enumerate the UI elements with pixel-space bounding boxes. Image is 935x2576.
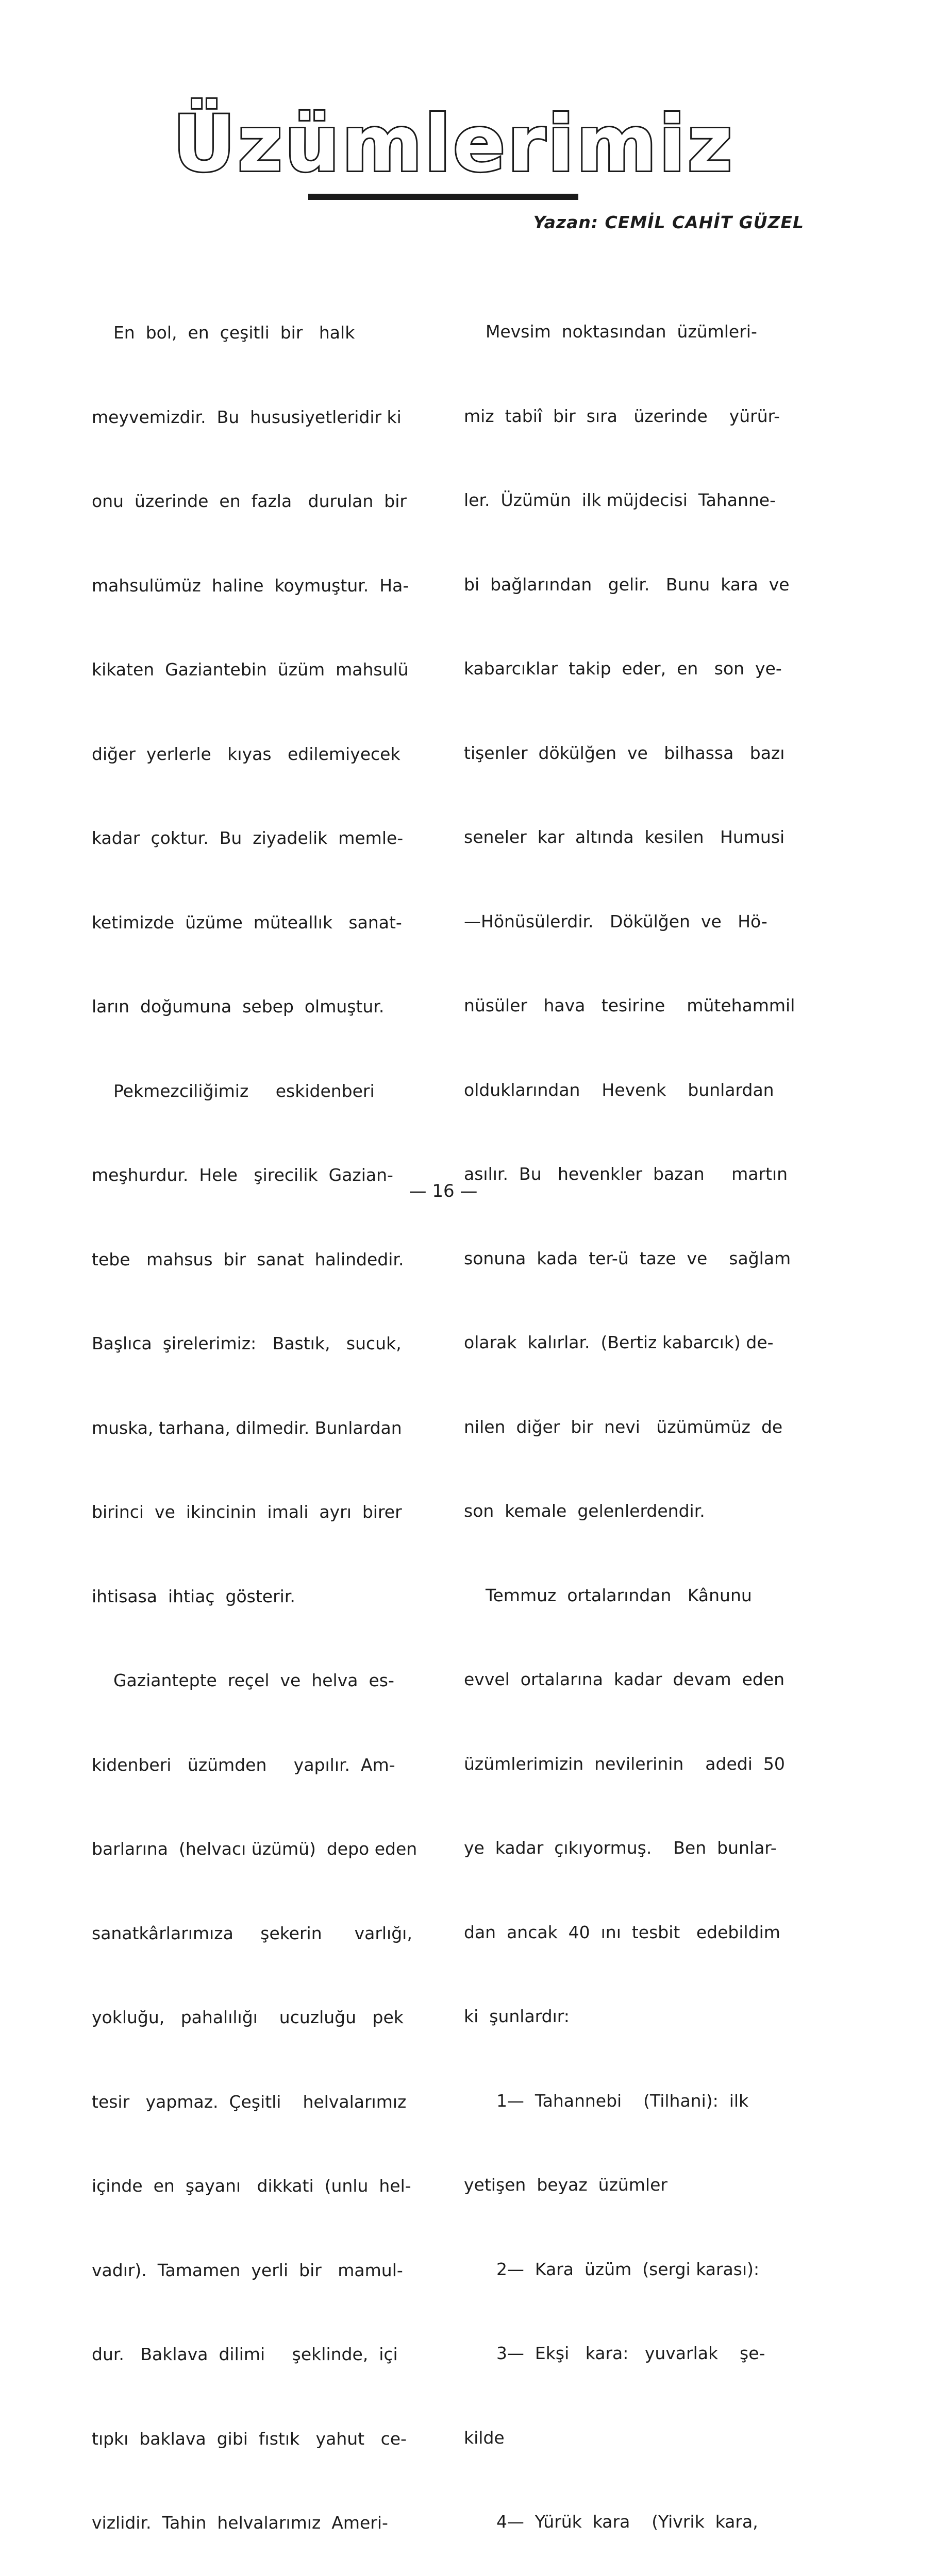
text-line: tebe mahsus bir sanat halindedir. — [92, 1249, 404, 1269]
text-line: meyvemizdir. Bu hususiyetleridir ki — [92, 406, 402, 427]
list-item: 3— Ekşi kara: yuvarlak şe- — [464, 2343, 765, 2363]
text-line: tesir yapmaz. Çeşitli helvalarımız — [92, 2091, 407, 2112]
text-line: Mevsim noktasından üzümleri- — [464, 321, 757, 342]
text-line: muska, tarhana, dilmedir. Bunlardan — [92, 1417, 402, 1438]
list-item: 2— Kara üzüm (sergi karası): — [464, 2259, 760, 2279]
text-line: üzümlerimizin nevilerinin adedi 50 — [464, 1753, 785, 1774]
text-line: ler. Üzümün ilk müjdecisi Tahanne- — [464, 490, 776, 510]
text-line: nüsüler hava tesirine mütehammil — [464, 995, 795, 1015]
text-line: meşhurdur. Hele şirecilik Gazian- — [92, 1165, 393, 1185]
text-line: vizlidir. Tahin helvalarımız Ameri- — [92, 2513, 388, 2533]
text-line: ye kadar çıkıyormuş. Ben bunlar- — [464, 1838, 777, 1858]
text-line: En bol, en çeşitli bir halk — [92, 323, 355, 343]
text-line: mahsulümüz haline koymuştur. Ha- — [92, 575, 409, 596]
text-line: Pekmezciliğimiz eskidenberi — [92, 1080, 375, 1101]
text-line: kidenberi üzümden yapılır. Am- — [92, 1754, 395, 1775]
text-line: Başlıca şirelerimiz: Bastık, sucuk, — [92, 1333, 402, 1353]
text-line: sanatkârlarımıza şekerin varlığı, — [92, 1923, 412, 1943]
text-line: kabarcıklar takip eder, en son ye- — [464, 658, 782, 679]
text-line: kikaten Gaziantebin üzüm mahsulü — [92, 659, 409, 680]
text-line: onu üzerinde en fazla durulan bir — [92, 491, 407, 511]
text-line: —Hönüsülerdir. Dökülğen ve Hö- — [464, 911, 767, 931]
text-line: dan ancak 40 ını tesbit edebildim — [464, 1922, 780, 1942]
list-item: 4— Yürük kara (Yivrik kara, — [464, 2512, 758, 2532]
text-line: barlarına (helvacı üzümü) depo eden — [92, 1839, 418, 1859]
text-line: ların doğumuna sebep olmuştur. — [92, 996, 385, 1016]
author-byline: Yazan: CEMİL CAHİT GÜZEL — [533, 212, 804, 232]
text-line: sonuna kada ter-ü taze ve sağlam — [464, 1248, 791, 1268]
text-line: birinci ve ikincinin imali ayrı birer — [92, 1502, 402, 1522]
text-line: miz tabiî bir sıra üzerinde yürür- — [464, 405, 780, 426]
text-line: kilde — [464, 2427, 505, 2448]
text-line: Gaziantepte reçel ve helva es- — [92, 1670, 394, 1690]
right-text-column — [464, 262, 799, 2576]
left-text-column — [92, 263, 427, 2576]
text-line: kadar çoktur. Bu ziyadelik memle- — [92, 828, 404, 848]
text-line: nilen diğer bir nevi üzümümüz de — [464, 1416, 783, 1437]
text-line: tişenler dökülğen ve bilhassa bazı — [464, 742, 785, 763]
text-line: yokluğu, pahalılığı ucuzluğu pek — [92, 2007, 404, 2027]
text-line: evvel ortalarına kadar devam eden — [464, 1669, 785, 1689]
page-number: — 16 — — [409, 1181, 478, 1201]
text-line: vadır). Tamamen yerli bir mamul- — [92, 2260, 403, 2280]
list-item: 1— Tahannebi (Tilhani): ilk — [464, 2090, 749, 2111]
title-underline — [308, 194, 578, 200]
text-line: seneler kar altında kesilen Humusi — [464, 827, 785, 847]
text-line: yetişen beyaz üzümler — [464, 2175, 667, 2195]
text-line: ihtisasa ihtiaç gösterir. — [92, 1586, 295, 1606]
text-line: ketimizde üzüme müteallık sanat- — [92, 912, 402, 933]
text-line: diğer yerlerle kıyas edilemiyecek — [92, 743, 400, 764]
page-title: Üzümlerimiz — [173, 99, 734, 189]
text-line: bi bağlarından gelir. Bunu kara ve — [464, 574, 790, 595]
text-line: olarak kalırlar. (Bertiz kabarcık) de- — [464, 1332, 774, 1352]
text-line: asılır. Bu hevenkler bazan martın — [464, 1164, 788, 1184]
text-line: son kemale gelenlerdendir. — [464, 1501, 705, 1521]
text-line: dur. Baklava dilimi şeklinde, içi — [92, 2344, 398, 2364]
text-line: içinde en şayanı dikkati (unlu hel- — [92, 2176, 411, 2196]
text-line: ki şunlardır: — [464, 2006, 570, 2026]
text-line: olduklarından Hevenk bunlardan — [464, 1079, 774, 1100]
text-line: Temmuz ortalarından Kânunu — [464, 1585, 752, 1605]
text-line: tıpkı baklava gibi fıstık yahut ce- — [92, 2428, 407, 2449]
